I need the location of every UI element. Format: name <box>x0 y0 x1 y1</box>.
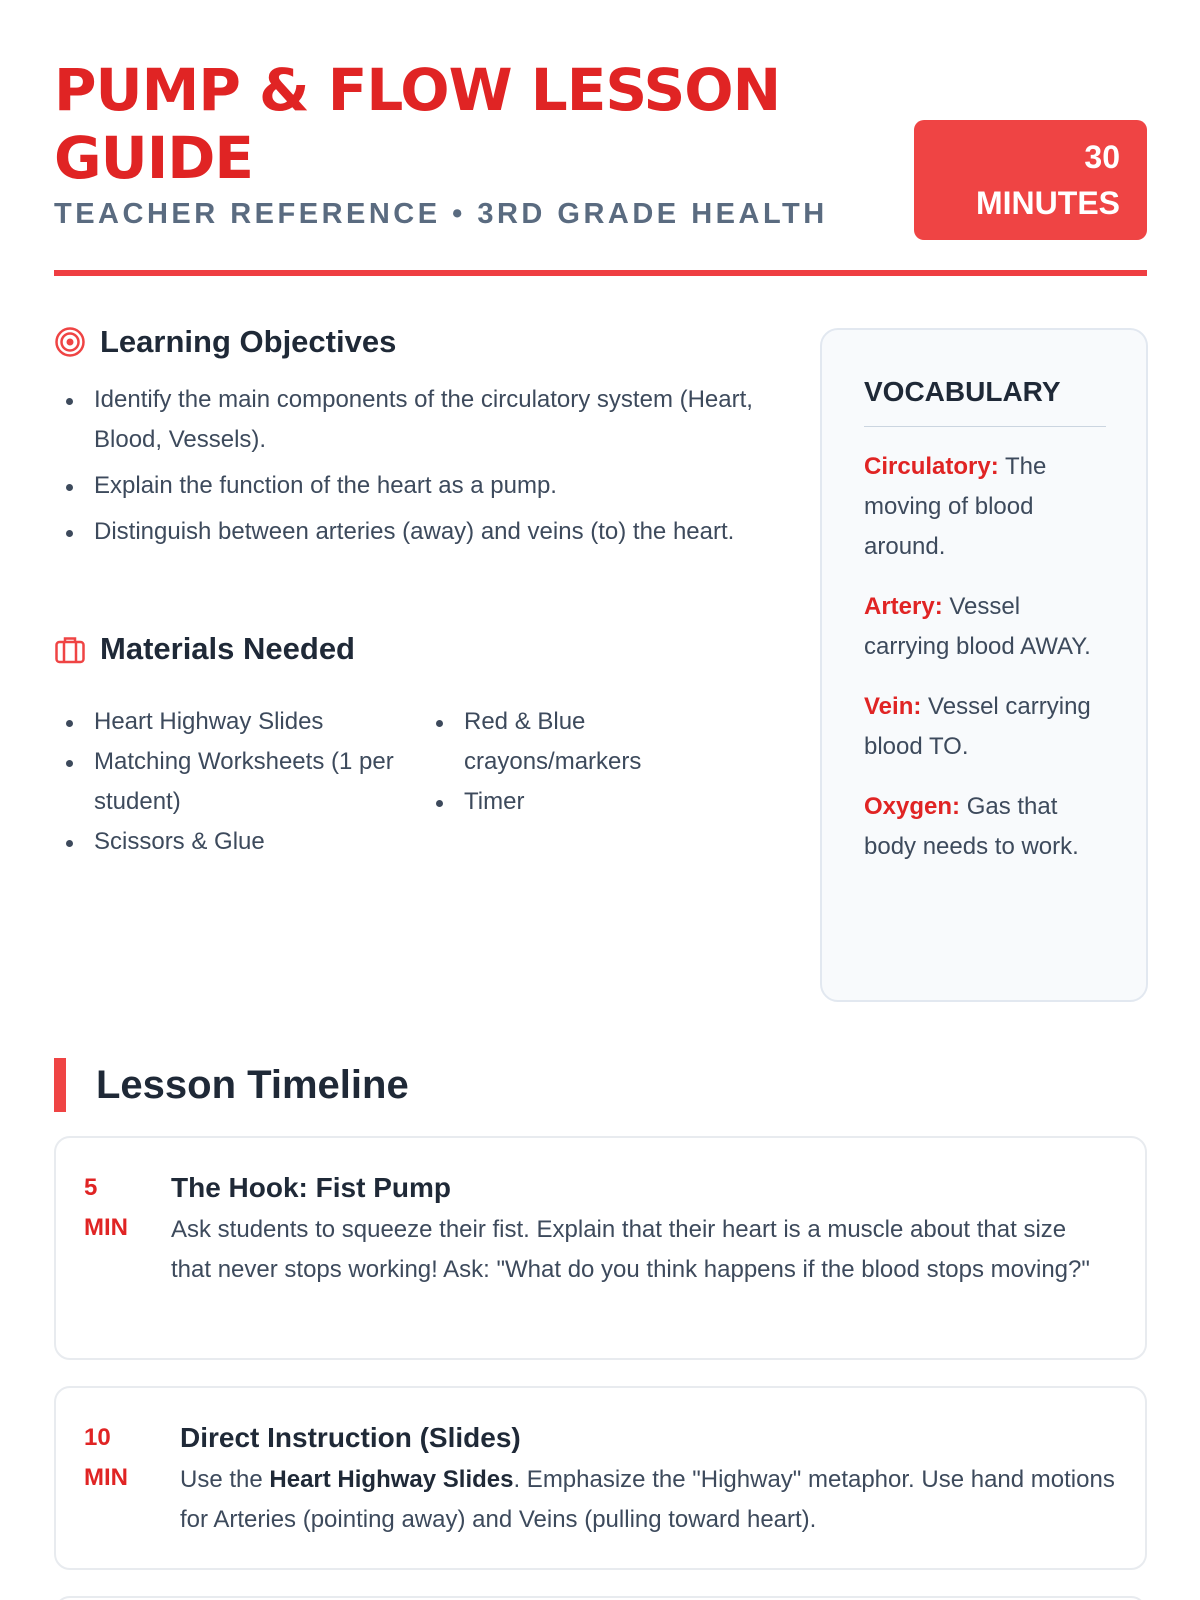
list-item: Heart Highway Slides <box>54 702 394 742</box>
objectives-heading-label: Learning Objectives <box>100 324 397 359</box>
step-title: Direct Instruction (Slides) <box>180 1422 521 1453</box>
timeline-step <box>54 1596 1147 1600</box>
vocab-term: Vein: <box>864 693 922 720</box>
step-minutes: 5 <box>84 1174 98 1201</box>
materials-list-col1 <box>54 702 394 862</box>
timeline-step <box>54 1386 1147 1570</box>
vocab-item <box>864 587 1106 667</box>
step-desc-emphasis: Heart Highway Slides <box>269 1466 514 1493</box>
page-title: PUMP & FLOW LESSON GUIDE <box>54 56 781 192</box>
step-body <box>180 1418 1115 1540</box>
vocab-definition: Gas that body needs to work. <box>864 793 1079 860</box>
step-description <box>180 1460 1115 1540</box>
step-unit: MIN <box>84 1464 128 1491</box>
vocab-definition: The moving of blood around. <box>864 453 1047 560</box>
step-unit: MIN <box>84 1214 128 1241</box>
step-minutes: 10 <box>84 1424 111 1451</box>
step-title: The Hook: Fist Pump <box>171 1172 451 1203</box>
vocab-definition: Vessel carrying blood TO. <box>864 693 1091 760</box>
vocab-term: Oxygen: <box>864 793 961 820</box>
vocabulary-panel <box>820 328 1148 1002</box>
list-item: Matching Worksheets (1 per student) <box>54 742 394 822</box>
list-item: Explain the function of the heart as a pump. <box>54 466 774 506</box>
list-item: Timer <box>424 782 724 822</box>
step-description: Ask students to squeeze their fist. Explain that their heart is a muscle about that size that never stops working! Ask: "What do you think happens if the blood stops moving?" <box>171 1216 1090 1283</box>
list-item: Identify the main components of the circulatory system (Heart, Blood, Vessels). <box>54 380 774 460</box>
vocabulary-heading: VOCABULARY <box>864 376 1106 427</box>
materials-heading-label: Materials Needed <box>100 631 355 666</box>
vocab-item <box>864 447 1106 567</box>
timeline-step <box>54 1136 1147 1360</box>
vocab-definition: Vessel carrying blood AWAY. <box>864 593 1091 660</box>
step-duration <box>84 1418 128 1498</box>
step-desc-text: Use the <box>180 1466 270 1493</box>
vocab-term: Circulatory: <box>864 453 999 480</box>
vocab-item <box>864 687 1106 767</box>
briefcase-icon <box>54 633 86 665</box>
step-desc-text: . Emphasize the "Highway" metaphor. Use hand motions for Arteries (pointing away) and Veins (pulling toward heart). <box>180 1466 1115 1533</box>
list-item: Red & Blue crayons/markers <box>424 702 724 782</box>
vocab-item <box>864 787 1106 867</box>
list-item: Distinguish between arteries (away) and veins (to) the heart. <box>54 512 774 552</box>
step-duration <box>84 1168 128 1248</box>
page-header <box>54 56 1147 276</box>
duration-badge <box>914 120 1147 240</box>
duration-unit: MINUTES <box>976 185 1120 221</box>
target-icon <box>54 326 86 358</box>
step-body <box>171 1168 1101 1290</box>
duration-value: 30 <box>1084 139 1120 175</box>
objectives-list <box>54 380 774 558</box>
materials-list-col2 <box>424 702 724 822</box>
objectives-heading <box>54 324 396 360</box>
vocab-term: Artery: <box>864 593 943 620</box>
page-subtitle: TEACHER REFERENCE • 3RD GRADE HEALTH <box>54 198 828 230</box>
materials-heading <box>54 631 355 667</box>
list-item: Scissors & Glue <box>54 822 394 862</box>
timeline-heading: Lesson Timeline <box>54 1058 409 1112</box>
